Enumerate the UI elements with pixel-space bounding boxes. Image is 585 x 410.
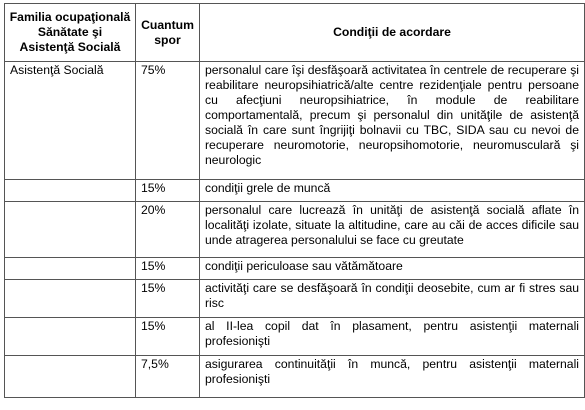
spor-cell: 20%	[136, 202, 200, 258]
table-row	[5, 318, 585, 356]
table-row	[5, 62, 585, 180]
header-conditii: Condiţii de acordare	[200, 4, 585, 62]
header-family: Familia ocupaţională Sănătate şi Asistenţă Socială	[5, 4, 136, 62]
conditii-cell: condiţii periculoase sau vătămătoare	[200, 258, 585, 280]
spor-cell: 15%	[136, 318, 200, 356]
family-cell	[5, 258, 136, 280]
conditii-cell: activităţi care se desfăşoară în condiţii deosebite, cum ar fi stres sau risc	[200, 280, 585, 318]
conditii-cell: condiţii grele de muncă	[200, 180, 585, 202]
table-row	[5, 356, 585, 398]
family-cell	[5, 280, 136, 318]
table-row	[5, 258, 585, 280]
family-cell	[5, 202, 136, 258]
family-cell	[5, 180, 136, 202]
spor-cell: 15%	[136, 280, 200, 318]
family-cell	[5, 318, 136, 356]
spor-cell: 75%	[136, 62, 200, 180]
table-row	[5, 202, 585, 258]
spor-cell: 15%	[136, 180, 200, 202]
conditii-cell: personalul care îşi desfăşoară activitatea în centrele de recuperare şi reabilitare neuropsihiatrică/alte centre rezidenţiale pentru persoane cu afecţiuni neuropsihiatrice, în module de reabilitare comportamentală, precum şi personalul din unităţile de asistenţă socială în care sunt îngrijiţi bolnavii cu TBC, SIDA sau cu nevoi de recuperare neuromotorie, neuropsihomotorie, neuromusculară şi neurologic	[200, 62, 585, 180]
table-header-row	[5, 4, 585, 62]
conditii-cell: al II-lea copil dat în plasament, pentru asistenţii maternali profesionişti	[200, 318, 585, 356]
table-row	[5, 180, 585, 202]
table-row	[5, 280, 585, 318]
spor-cell: 15%	[136, 258, 200, 280]
header-spor: Cuantum spor	[136, 4, 200, 62]
conditii-cell: personalul care lucrează în unităţi de asistenţă socială aflate în localităţi izolate, situate la altitudine, care au căi de acces dificile sau unde atragerea personalului se face cu greutate	[200, 202, 585, 258]
family-cell	[5, 356, 136, 398]
family-cell: Asistenţă Socială	[5, 62, 136, 180]
spor-table	[4, 3, 585, 398]
spor-cell: 7,5%	[136, 356, 200, 398]
conditii-cell: asigurarea continuităţii în muncă, pentru asistenţii maternali profesionişti	[200, 356, 585, 398]
